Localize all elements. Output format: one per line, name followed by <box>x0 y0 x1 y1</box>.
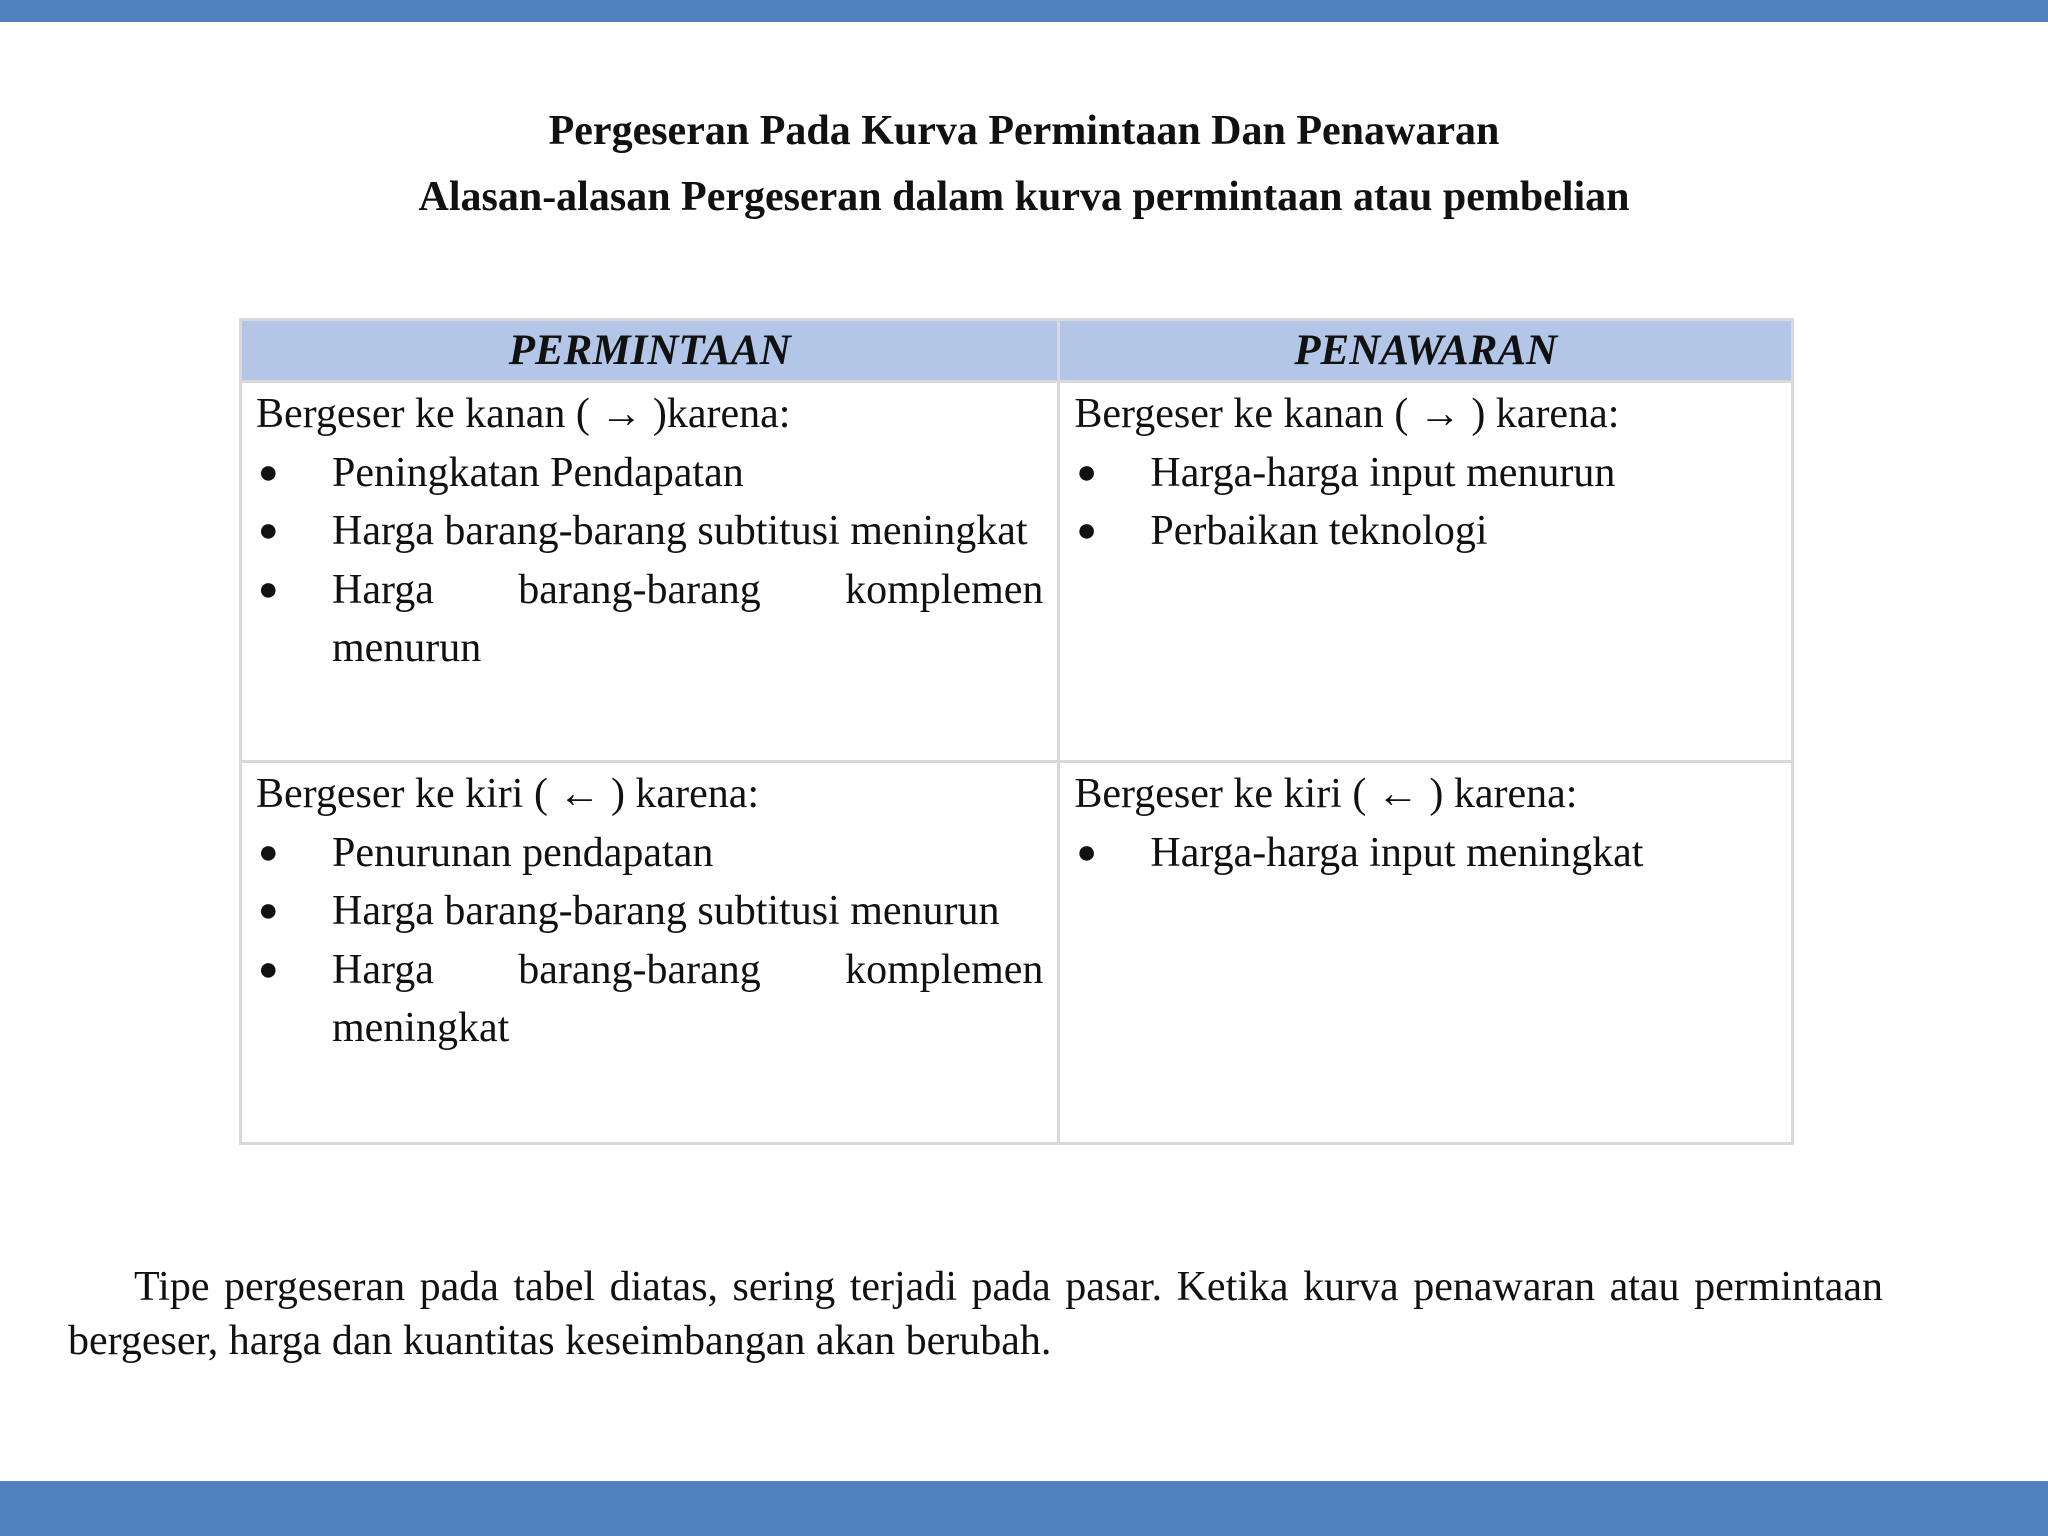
header-penawaran: PENAWARAN <box>1059 320 1793 382</box>
bullet-icon: ● <box>258 453 279 491</box>
supply-left-heading: Bergeser ke kiri ( ← ) karena: <box>1074 771 1578 817</box>
bullet-icon: ● <box>258 570 279 608</box>
explanation-paragraph: Tipe pergeseran pada tabel diatas, sering terjadi pada pasar. Ketika kurva penawaran atau permintaan bergeser, harga dan kuantitas keseimbangan akan berubah. <box>68 1264 1883 1364</box>
supply-left-cell <box>1059 762 1793 1144</box>
bullet-icon: ● <box>1076 512 1097 549</box>
bullet-icon: ● <box>1076 453 1097 491</box>
list-item: ● Harga-harga input menurun <box>1074 444 1777 503</box>
supply-right-heading: Bergeser ke kanan ( → ) karena: <box>1074 391 1620 437</box>
shift-reasons-table <box>239 318 1794 1145</box>
bullet-icon: ● <box>258 512 279 549</box>
bullet-icon: ● <box>258 892 279 929</box>
list-item: ● Harga barang-barang komplemen meningkat <box>256 941 1043 1058</box>
list-item: ● Perbaikan teknologi <box>1074 502 1777 561</box>
bullet-icon: ● <box>1076 833 1097 871</box>
table-header-row <box>241 320 1793 382</box>
demand-right-cell <box>241 382 1059 762</box>
demand-left-list <box>256 824 1043 1058</box>
demand-left-heading: Bergeser ke kiri ( ← ) karena: <box>256 771 760 817</box>
supply-right-cell <box>1059 382 1793 762</box>
top-accent-bar <box>0 0 2048 22</box>
supply-left-list <box>1074 824 1777 883</box>
list-item: ● Penurunan pendapatan <box>256 824 1043 883</box>
bullet-icon: ● <box>258 950 279 988</box>
demand-right-list <box>256 444 1043 678</box>
list-item: ● Harga barang-barang subtitusi menurun <box>256 882 1043 941</box>
header-permintaan: PERMINTAAN <box>241 320 1059 382</box>
table-row-shift-right <box>241 382 1793 762</box>
demand-right-heading: Bergeser ke kanan ( → )karena: <box>256 391 791 437</box>
supply-right-list <box>1074 444 1777 561</box>
table-row-shift-left <box>241 762 1793 1144</box>
title-line-2: Alasan-alasan Pergeseran dalam kurva permintaan atau pembelian <box>418 174 1630 220</box>
list-item: ● Peningkatan Pendapatan <box>256 444 1043 503</box>
list-item: ● Harga-harga input meningkat <box>1074 824 1777 883</box>
list-item: ● Harga barang-barang subtitusi meningkat <box>256 502 1043 561</box>
bullet-icon: ● <box>258 833 279 871</box>
list-item: ● Harga barang-barang komplemen menurun <box>256 561 1043 678</box>
bottom-accent-bar <box>0 1481 2048 1536</box>
title-line-1: Pergeseran Pada Kurva Permintaan Dan Penawaran <box>548 108 1500 154</box>
demand-left-cell <box>241 762 1059 1144</box>
